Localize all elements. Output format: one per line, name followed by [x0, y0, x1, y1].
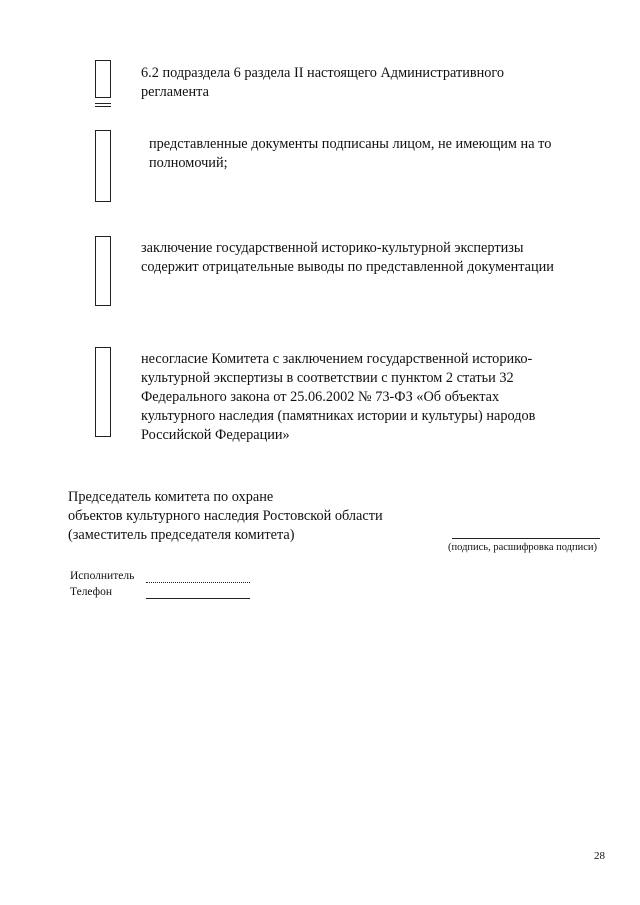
- item-3-line: заключение государственной историко-культурной экспертизы: [141, 240, 524, 256]
- item-4-line: Российской Федерации»: [141, 427, 290, 443]
- item-4-line: культурного наследия (памятниках истории и культуры) народов: [141, 408, 536, 424]
- checkbox-4[interactable]: [95, 347, 111, 437]
- item-2-text: [149, 135, 551, 173]
- checkbox-1-underline: [95, 103, 111, 104]
- item-4-line: Федерального закона от 25.06.2002 № 73-ФЗ «Об объектах: [141, 389, 500, 405]
- phone-field[interactable]: [146, 598, 250, 599]
- chairman-line: объектов культурного наследия Ростовской области: [68, 508, 383, 524]
- item-4-line: несогласие Комитета с заключением государственной историко-: [141, 351, 533, 367]
- item-3-text: [141, 239, 554, 277]
- checkbox-1-underline-2: [95, 106, 111, 107]
- item-2-line: представленные документы подписаны лицом, не имеющим на то: [149, 136, 552, 152]
- checkbox-2[interactable]: [95, 130, 111, 202]
- item-1-line: регламента: [141, 84, 209, 100]
- executor-label: Исполнитель: [70, 570, 135, 582]
- chairman-line: Председатель комитета по охране: [68, 489, 274, 505]
- item-4-line: культурной экспертизы в соответствии с пунктом 2 статьи 32: [141, 370, 514, 386]
- phone-label: Телефон: [70, 586, 113, 598]
- item-4-text: [141, 350, 535, 445]
- checkbox-3[interactable]: [95, 236, 111, 306]
- page-number: 28: [594, 850, 605, 862]
- signature-line[interactable]: [452, 538, 600, 539]
- signature-caption: (подпись, расшифровка подписи): [448, 542, 598, 553]
- chairman-block: [68, 488, 383, 545]
- executor-field[interactable]: [146, 582, 250, 583]
- item-1-line: 6.2 подраздела 6 раздела II настоящего Административного: [141, 65, 505, 81]
- item-3-line: содержит отрицательные выводы по представленной документации: [141, 259, 554, 275]
- chairman-line: (заместитель председателя комитета): [68, 527, 295, 543]
- item-1-text: [141, 64, 504, 102]
- item-2-line: полномочий;: [149, 155, 228, 171]
- checkbox-1[interactable]: [95, 60, 111, 98]
